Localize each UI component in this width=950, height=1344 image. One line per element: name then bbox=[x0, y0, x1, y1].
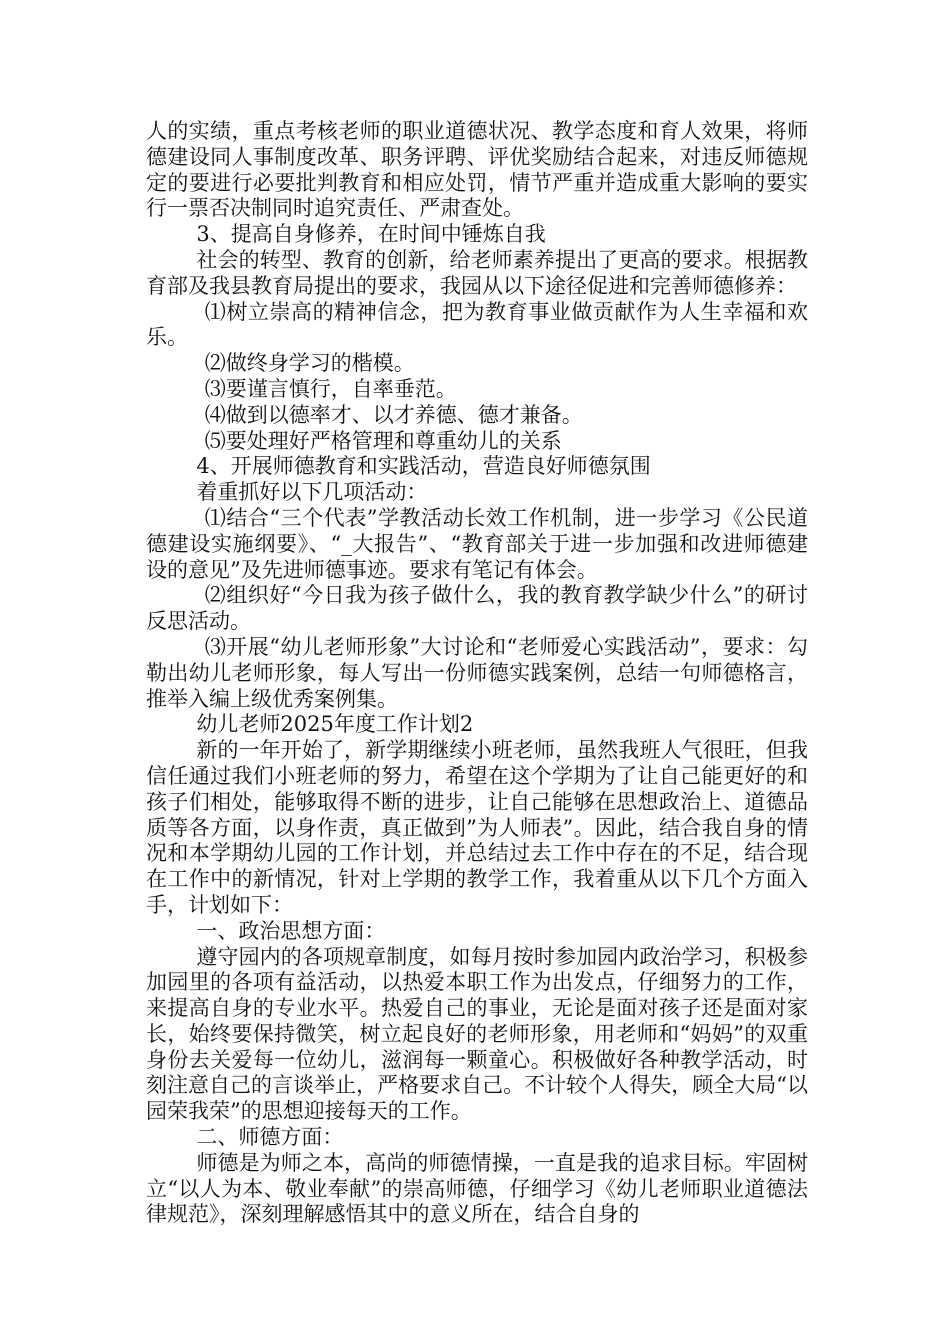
document-body bbox=[146, 119, 808, 1228]
list-item: ⑷做到以德率才、以才养德、德才兼备。 bbox=[204, 402, 583, 427]
plan-title: 幼儿老师2025年度工作计划2 bbox=[196, 712, 474, 737]
paragraph: 新的一年开始了，新学期继续小班老师，虽然我班人气很旺，但我信任通过我们小班老师的努力，希望在这个学期为了让自己能更好的和孩子们相处，能够取得不断的进步，让自己能够在思想政治上、道德品质等各方面，以身作责，真正做到”为人师表”。因此，结合我自身的情况和本学期幼儿园的工作计划，并总结过去工作中存在的不足，结合现在工作中的新情况，针对上学期的教学工作，我着重从以下几个方面入手，计划如下： bbox=[146, 738, 808, 917]
section-heading-3: 3、提高自身修养，在时间中锤炼自我 bbox=[196, 222, 546, 247]
section-heading-ethics: 二、师德方面： bbox=[196, 1125, 344, 1150]
section-heading-politics: 一、政治思想方面： bbox=[196, 918, 386, 943]
paragraph: 师德是为师之本，高尚的师德情操，一直是我的追求目标。牢固树立“以人为本、敬业奉献”的崇高师德，仔细学习《幼儿老师职业道德法律规范》，深刻理解感悟其中的意义所在，结合自身的 bbox=[146, 1150, 808, 1227]
paragraph: 着重抓好以下几项活动： bbox=[196, 480, 428, 505]
list-item: ⑴结合“三个代表”学教活动长效工作机制，进一步学习《公民道德建设实施纲要》、“_大报告”、“教育部关于进一步加强和改进师德建设的意见”及先进师德事迹。要求有笔记有体会。 bbox=[146, 505, 808, 582]
list-item: ⑵做终身学习的楷模。 bbox=[204, 351, 415, 376]
section-heading-4: 4、开展师德教育和实践活动，营造良好师德氛围 bbox=[196, 454, 651, 479]
list-item: ⑶要谨言慎行，自率垂范。 bbox=[204, 376, 457, 401]
list-item: ⑵组织好“今日我为孩子做什么，我的教育教学缺少什么”的研讨反思活动。 bbox=[146, 583, 808, 634]
list-item: ⑶开展“幼儿老师形象”大讨论和“老师爱心实践活动”，要求：勾勒出幼儿老师形象，每人写出一份师德实践案例，总结一句师德格言，推举入编上级优秀案例集。 bbox=[146, 634, 808, 711]
list-item: ⑴树立崇高的精神信念，把为教育事业做贡献作为人生幸福和欢乐。 bbox=[146, 299, 808, 350]
paragraph: 社会的转型、教育的创新，给老师素养提出了更高的要求。根据教育部及我县教育局提出的要求，我园从以下途径促进和完善师德修养： bbox=[146, 247, 808, 298]
paragraph-continuation: 人的实绩，重点考核老师的职业道德状况、教学态度和育人效果，将师德建设同人事制度改革、职务评聘、评优奖励结合起来，对违反师德规定的要进行必要批判教育和相应处罚，情节严重并造成重大影响的要实行一票否决制同时追究责任、严肃查处。 bbox=[146, 119, 808, 221]
paragraph: 遵守园内的各项规章制度，如每月按时参加园内政治学习，积极参加园里的各项有益活动，以热爱本职工作为出发点，仔细努力的工作，来提高自身的专业水平。热爱自己的事业，无论是面对孩子还是面对家长，始终要保持微笑，树立起良好的老师形象，用老师和“妈妈”的双重身份去关爱每一位幼儿，滋润每一颗童心。积极做好各种教学活动，时刻注意自己的言谈举止，严格要求自己。不计较个人得失，顾全大局“以园荣我荣”的思想迎接每天的工作。 bbox=[146, 944, 808, 1124]
list-item: ⑸要处理好严格管理和尊重幼儿的关系 bbox=[204, 428, 562, 453]
